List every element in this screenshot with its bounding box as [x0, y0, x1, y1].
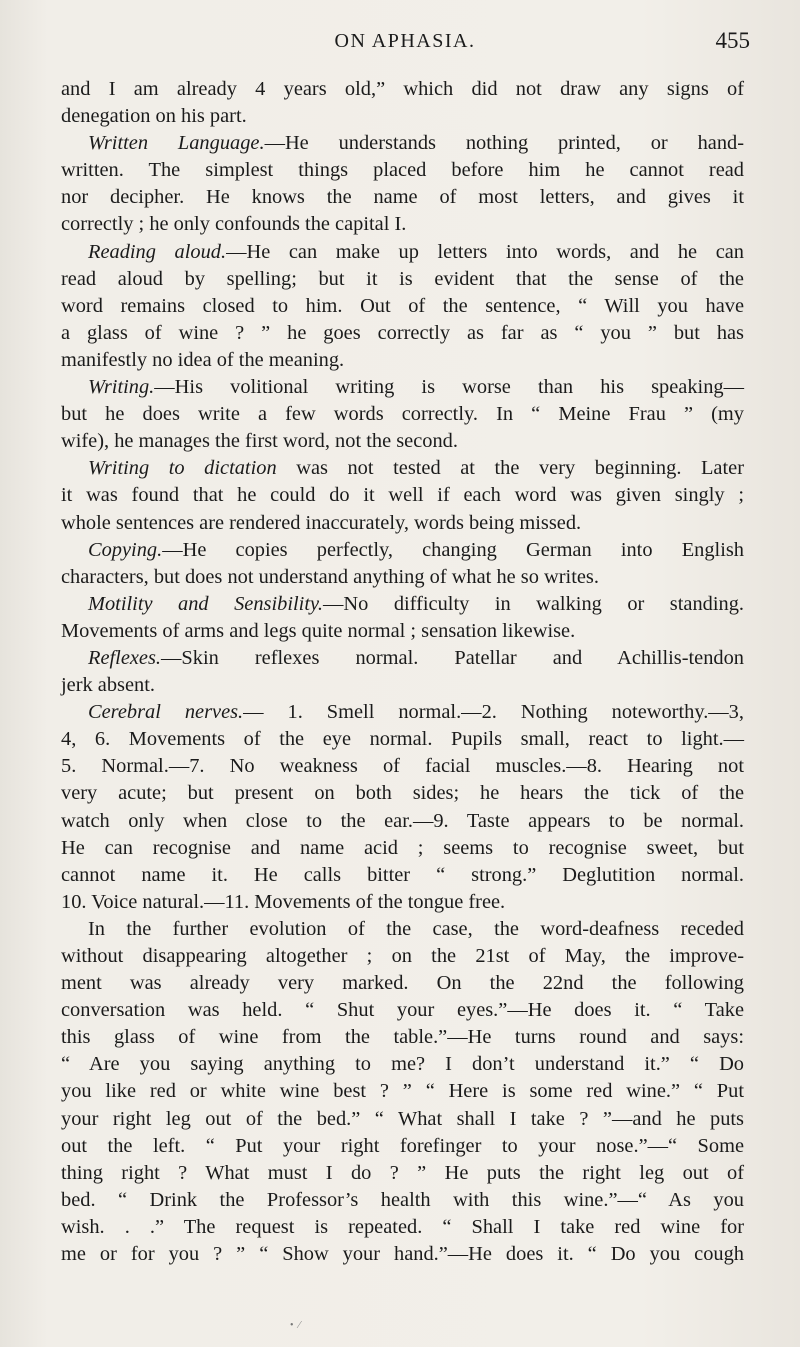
text-line [61, 266, 744, 293]
text-line [61, 726, 744, 753]
page-header [60, 30, 750, 64]
text-line [61, 1133, 744, 1160]
line-text: “ Are you saying anything to me? I don’t understand it.” “ Do [61, 1053, 744, 1076]
line-text: out the left. “ Put your right forefinger to your nose.”—“ Some [61, 1134, 744, 1157]
line-text: —He copies perfectly, changing German into English [162, 538, 744, 561]
text-line [61, 835, 744, 862]
text-line [61, 293, 744, 320]
line-text: 5. Normal.—7. No weakness of facial muscles.—8. Hearing not [61, 755, 744, 778]
line-text: He can recognise and name acid ; seems to recognise sweet, but [61, 836, 744, 859]
line-text: wish. . .” The request is repeated. “ Shall I take red wine for [61, 1215, 744, 1238]
text-line [61, 1024, 744, 1051]
text-line [61, 537, 744, 564]
text-line [61, 889, 744, 916]
text-line [61, 808, 744, 835]
text-line [61, 103, 744, 130]
text-line [61, 184, 744, 211]
text-line [61, 618, 744, 645]
italic-heading: Written Language. [88, 132, 265, 155]
text-line [61, 239, 744, 266]
body-text [61, 76, 744, 1268]
line-text: nor decipher. He knows the name of most letters, and gives it [61, 186, 744, 209]
line-text: it was found that he could do it well if each word was given singly ; [61, 484, 744, 507]
text-line [61, 943, 744, 970]
line-text: wife), he manages the first word, not the second. [61, 430, 458, 453]
printer-mark: • ⁄ [290, 1320, 301, 1331]
line-text: was not tested at the very beginning. Later [276, 457, 744, 480]
italic-heading: Writing to dictation [88, 457, 277, 480]
italic-heading: Reflexes. [88, 646, 162, 669]
italic-heading: Cerebral nerves. [88, 701, 244, 724]
line-text: without disappearing altogether ; on the 21st of May, the improve- [61, 945, 744, 967]
text-line [61, 564, 744, 591]
line-text: —He can make up letters into words, and he can [226, 240, 744, 263]
line-text: 4, 6. Movements of the eye normal. Pupils small, react to light.— [61, 728, 744, 751]
text-line [61, 347, 744, 374]
text-line [61, 780, 744, 807]
line-text: you like red or white wine best ? ” “ Here is some red wine.” “ Put [61, 1080, 744, 1103]
line-text: — 1. Smell normal.—2. Nothing noteworthy.—3, [243, 701, 744, 724]
text-line [61, 970, 744, 997]
line-text: —No difficulty in walking or standing. [323, 592, 744, 615]
text-line [61, 1106, 744, 1133]
line-text: watch only when close to the ear.—9. Taste appears to be normal. [61, 809, 744, 832]
line-text: ment was already very marked. On the 22nd the following [61, 972, 744, 995]
line-text: your right leg out of the bed.” “ What shall I take ? ”—and he puts [61, 1107, 744, 1130]
line-text: conversation was held. “ Shut your eyes.”—He does it. “ Take [61, 999, 744, 1022]
text-line [61, 1051, 744, 1078]
text-line [61, 211, 744, 238]
line-text: correctly ; he only confounds the capital I. [61, 213, 407, 236]
line-text: denegation on his part. [61, 105, 247, 128]
text-line [61, 482, 744, 509]
line-text: written. The simplest things placed before him he cannot read [61, 159, 744, 182]
italic-heading: Writing. [88, 376, 155, 399]
text-line [61, 1187, 744, 1214]
text-line [61, 455, 744, 482]
line-text: bed. “ Drink the Professor’s health with this wine.”—“ As you [61, 1188, 744, 1211]
text-line [61, 699, 744, 726]
line-text: manifestly no idea of the meaning. [61, 348, 345, 371]
text-line [61, 157, 744, 184]
text-line [61, 753, 744, 780]
line-text: —His volitional writing is worse than his speaking— [154, 376, 744, 399]
text-line [61, 510, 744, 537]
text-line [61, 1241, 744, 1268]
line-text: jerk absent. [61, 674, 155, 697]
text-line [61, 130, 744, 157]
text-line [61, 401, 744, 428]
line-text: —Skin reflexes normal. Patellar and Achillis-tendon [161, 646, 744, 669]
text-line [61, 428, 744, 455]
line-text: 10. Voice natural.—11. Movements of the tongue free. [61, 890, 506, 913]
line-text: and I am already 4 years old,” which did not draw any signs of [61, 78, 744, 100]
text-line [61, 862, 744, 889]
line-text: read aloud by spelling; but it is evident that the sense of the [61, 267, 744, 290]
text-line [61, 672, 744, 699]
line-text: me or for you ? ” “ Show your hand.”—He does it. “ Do you cough [61, 1243, 744, 1266]
line-text: —He understands nothing printed, or hand- [264, 132, 744, 155]
line-text: characters, but does not understand anything of what he so writes. [61, 565, 599, 588]
text-line [61, 645, 744, 672]
line-text: Movements of arms and legs quite normal ; sensation likewise. [61, 619, 576, 642]
text-line [61, 320, 744, 347]
line-text: word remains closed to him. Out of the sentence, “ Will you have [61, 294, 744, 317]
line-text: a glass of wine ? ” he goes correctly as far as “ you ” but has [61, 321, 744, 344]
text-line [61, 76, 744, 103]
text-line [61, 997, 744, 1024]
italic-heading: Reading aloud. [88, 240, 227, 263]
text-line [61, 374, 744, 401]
line-text: In the further evolution of the case, the word-deafness receded [88, 917, 744, 940]
line-text: very acute; but present on both sides; he hears the tick of the [61, 782, 744, 805]
line-text: cannot name it. He calls bitter “ strong.” Deglutition normal. [61, 863, 744, 886]
running-title: ON APHASIA. [334, 30, 476, 52]
line-text: whole sentences are rendered inaccurately, words being missed. [61, 511, 582, 534]
text-line [61, 1160, 744, 1187]
text-line [61, 1214, 744, 1241]
page-number: 455 [715, 28, 750, 53]
line-text: but he does write a few words correctly. In “ Meine Frau ” (my [61, 403, 744, 426]
text-line [61, 916, 744, 943]
text-line [61, 1078, 744, 1105]
line-text: thing right ? What must I do ? ” He puts the right leg out of [61, 1161, 744, 1184]
italic-heading: Motility and Sensibility. [88, 592, 324, 615]
text-line [61, 591, 744, 618]
italic-heading: Copying. [88, 538, 163, 561]
line-text: this glass of wine from the table.”—He turns round and says: [61, 1026, 744, 1049]
